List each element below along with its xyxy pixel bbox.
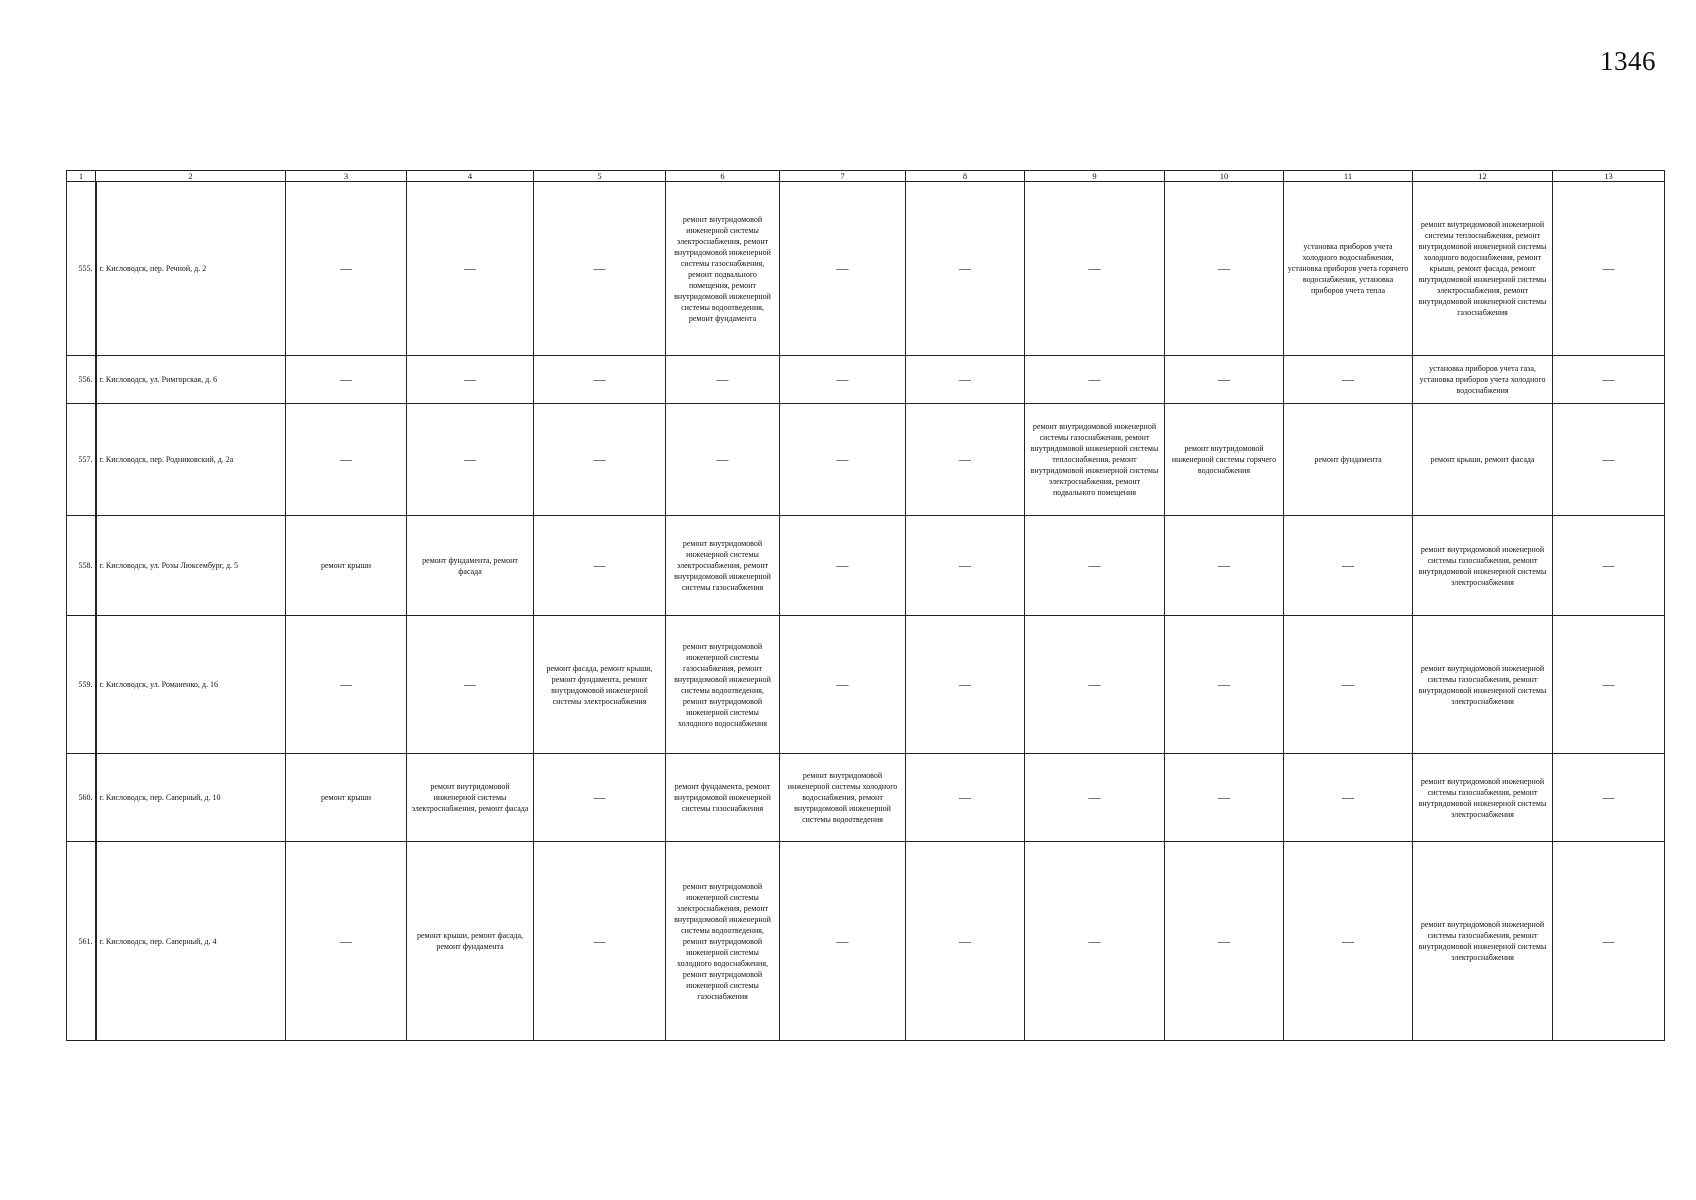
column-number: 12 (1413, 171, 1553, 182)
column-number: 10 (1165, 171, 1284, 182)
work-cell: ремонт внутридомовой инженерной системы электроснабжения, ремонт внутридомовой инженерной системы водоотведения, ремонт внутридомовой инженерной системы холодного водоснабжения, ремонт внутридомовой инженерной системы газоснабжения (666, 842, 780, 1041)
column-number-row (67, 171, 1665, 182)
work-cell: — (1284, 842, 1413, 1041)
column-number: 1 (67, 171, 96, 182)
address-cell: г. Кисловодск, пер. Саперный, д. 10 (96, 754, 286, 842)
column-number: 11 (1284, 171, 1413, 182)
work-cell: — (780, 516, 906, 616)
work-cell: — (1284, 356, 1413, 404)
work-cell: ремонт внутридомовой инженерной системы электроснабжения, ремонт внутридомовой инженерной системы газоснабжения, ремонт подвального помещения, ремонт внутридомовой инженерной системы водоотведения, ремонт фундамента (666, 182, 780, 356)
table-row (67, 182, 1665, 356)
work-cell: — (1553, 616, 1665, 754)
column-number: 5 (534, 171, 666, 182)
work-cell: — (780, 404, 906, 516)
address-cell: г. Кисловодск, ул. Римгорская, д. 6 (96, 356, 286, 404)
work-cell: ремонт внутридомовой инженерной системы газоснабжения, ремонт внутридомовой инженерной системы теплоснабжения, ремонт внутридомовой инженерной системы электроснабжения, ремонт подвального помещения (1025, 404, 1165, 516)
row-number: 555. (67, 182, 96, 356)
work-cell: ремонт крыши (286, 754, 407, 842)
row-number: 557. (67, 404, 96, 516)
row-number: 556. (67, 356, 96, 404)
work-cell: ремонт крыши, ремонт фасада (1413, 404, 1553, 516)
work-cell: — (1553, 404, 1665, 516)
work-cell: — (906, 516, 1025, 616)
work-cell: ремонт внутридомовой инженерной системы газоснабжения, ремонт внутридомовой инженерной системы электроснабжения (1413, 754, 1553, 842)
work-cell: — (906, 404, 1025, 516)
work-cell: ремонт фундамента (1284, 404, 1413, 516)
work-cell: — (906, 182, 1025, 356)
address-cell: г. Кисловодск, пер. Речной, д. 2 (96, 182, 286, 356)
row-number: 560. (67, 754, 96, 842)
work-cell: — (906, 616, 1025, 754)
work-cell: — (1553, 516, 1665, 616)
row-number: 558. (67, 516, 96, 616)
table-row (67, 516, 1665, 616)
work-cell: — (534, 842, 666, 1041)
work-cell: — (1025, 616, 1165, 754)
work-cell: — (1284, 754, 1413, 842)
work-cell: — (1025, 182, 1165, 356)
work-cell: — (1553, 754, 1665, 842)
work-cell: — (780, 616, 906, 754)
work-cell: ремонт внутридомовой инженерной системы электроснабжения, ремонт фасада (407, 754, 534, 842)
work-cell: — (1553, 356, 1665, 404)
work-cell: — (286, 842, 407, 1041)
table-row (67, 842, 1665, 1041)
work-cell: ремонт внутридомовой инженерной системы газоснабжения, ремонт внутридомовой инженерной системы электроснабжения (1413, 516, 1553, 616)
work-cell: — (407, 404, 534, 516)
work-cell: — (1284, 616, 1413, 754)
work-cell: — (534, 516, 666, 616)
work-cell: — (1025, 356, 1165, 404)
work-cell: установка приборов учета газа, установка приборов учета холодного водоснабжения (1413, 356, 1553, 404)
work-cell: — (1165, 842, 1284, 1041)
column-number: 9 (1025, 171, 1165, 182)
work-cell: — (534, 182, 666, 356)
work-cell: — (906, 356, 1025, 404)
work-cell: — (1165, 356, 1284, 404)
work-cell: — (666, 356, 780, 404)
address-cell: г. Кисловодск, ул. Розы Люксембург, д. 5 (96, 516, 286, 616)
work-cell: — (1284, 516, 1413, 616)
column-number: 13 (1553, 171, 1665, 182)
work-cell: ремонт внутридомовой инженерной системы теплоснабжения, ремонт внутридомовой инженерной системы холодного водоснабжения, ремонт крыши, ремонт фасада, ремонт внутридомовой инженерной системы электроснабжения, ремонт внутридомовой инженерной системы газоснабжения (1413, 182, 1553, 356)
work-cell: — (780, 182, 906, 356)
column-number: 8 (906, 171, 1025, 182)
table-row (67, 754, 1665, 842)
repair-schedule-table (66, 170, 1665, 1041)
work-cell: — (1165, 754, 1284, 842)
work-cell: — (1025, 842, 1165, 1041)
work-cell: — (906, 754, 1025, 842)
work-cell: ремонт внутридомовой инженерной системы газоснабжения, ремонт внутридомовой инженерной системы электроснабжения (1413, 616, 1553, 754)
work-cell: — (1553, 842, 1665, 1041)
work-cell: — (780, 356, 906, 404)
work-cell: — (780, 842, 906, 1041)
work-cell: — (286, 356, 407, 404)
work-cell: — (1553, 182, 1665, 356)
work-cell: ремонт внутридомовой инженерной системы электроснабжения, ремонт внутридомовой инженерной системы газоснабжения (666, 516, 780, 616)
work-cell: ремонт внутридомовой инженерной системы газоснабжения, ремонт внутридомовой инженерной системы водоотведения, ремонт внутридомовой инженерной системы холодного водоснабжения (666, 616, 780, 754)
row-number: 561. (67, 842, 96, 1041)
table-row (67, 356, 1665, 404)
work-cell: ремонт внутридомовой инженерной системы горячего водоснабжения (1165, 404, 1284, 516)
work-cell: — (1165, 516, 1284, 616)
work-cell: ремонт фундамента, ремонт внутридомовой инженерной системы газоснабжения (666, 754, 780, 842)
work-cell: — (407, 616, 534, 754)
address-cell: г. Кисловодск, пер. Родниковский, д. 2а (96, 404, 286, 516)
work-cell: ремонт фундамента, ремонт фасада (407, 516, 534, 616)
work-cell: — (534, 754, 666, 842)
column-number: 6 (666, 171, 780, 182)
work-cell: — (286, 404, 407, 516)
address-cell: г. Кисловодск, ул. Романенко, д. 16 (96, 616, 286, 754)
work-cell: — (407, 182, 534, 356)
work-cell: — (1165, 616, 1284, 754)
work-cell: — (286, 182, 407, 356)
work-cell: ремонт крыши (286, 516, 407, 616)
column-number: 4 (407, 171, 534, 182)
work-cell: ремонт фасада, ремонт крыши, ремонт фундамента, ремонт внутридомовой инженерной системы электроснабжения (534, 616, 666, 754)
work-cell: — (534, 356, 666, 404)
work-cell: ремонт внутридомовой инженерной системы газоснабжения, ремонт внутридомовой инженерной системы электроснабжения (1413, 842, 1553, 1041)
work-cell: — (1165, 182, 1284, 356)
work-cell: — (666, 404, 780, 516)
work-cell: ремонт внутридомовой инженерной системы холодного водоснабжения, ремонт внутридомовой инженерной системы водоотведения (780, 754, 906, 842)
column-number: 3 (286, 171, 407, 182)
column-number: 2 (96, 171, 286, 182)
table-row (67, 404, 1665, 516)
column-number: 7 (780, 171, 906, 182)
work-cell: — (286, 616, 407, 754)
work-cell: — (1025, 516, 1165, 616)
table-row (67, 616, 1665, 754)
row-number: 559. (67, 616, 96, 754)
work-cell: — (1025, 754, 1165, 842)
work-cell: — (906, 842, 1025, 1041)
work-cell: установка приборов учета холодного водоснабжения, установка приборов учета горячего водоснабжения, установка приборов учета тепла (1284, 182, 1413, 356)
work-cell: — (534, 404, 666, 516)
address-cell: г. Кисловодск, пер. Саперный, д. 4 (96, 842, 286, 1041)
page-number: 1346 (1600, 46, 1656, 76)
work-cell: — (407, 356, 534, 404)
work-cell: ремонт крыши, ремонт фасада, ремонт фундамента (407, 842, 534, 1041)
